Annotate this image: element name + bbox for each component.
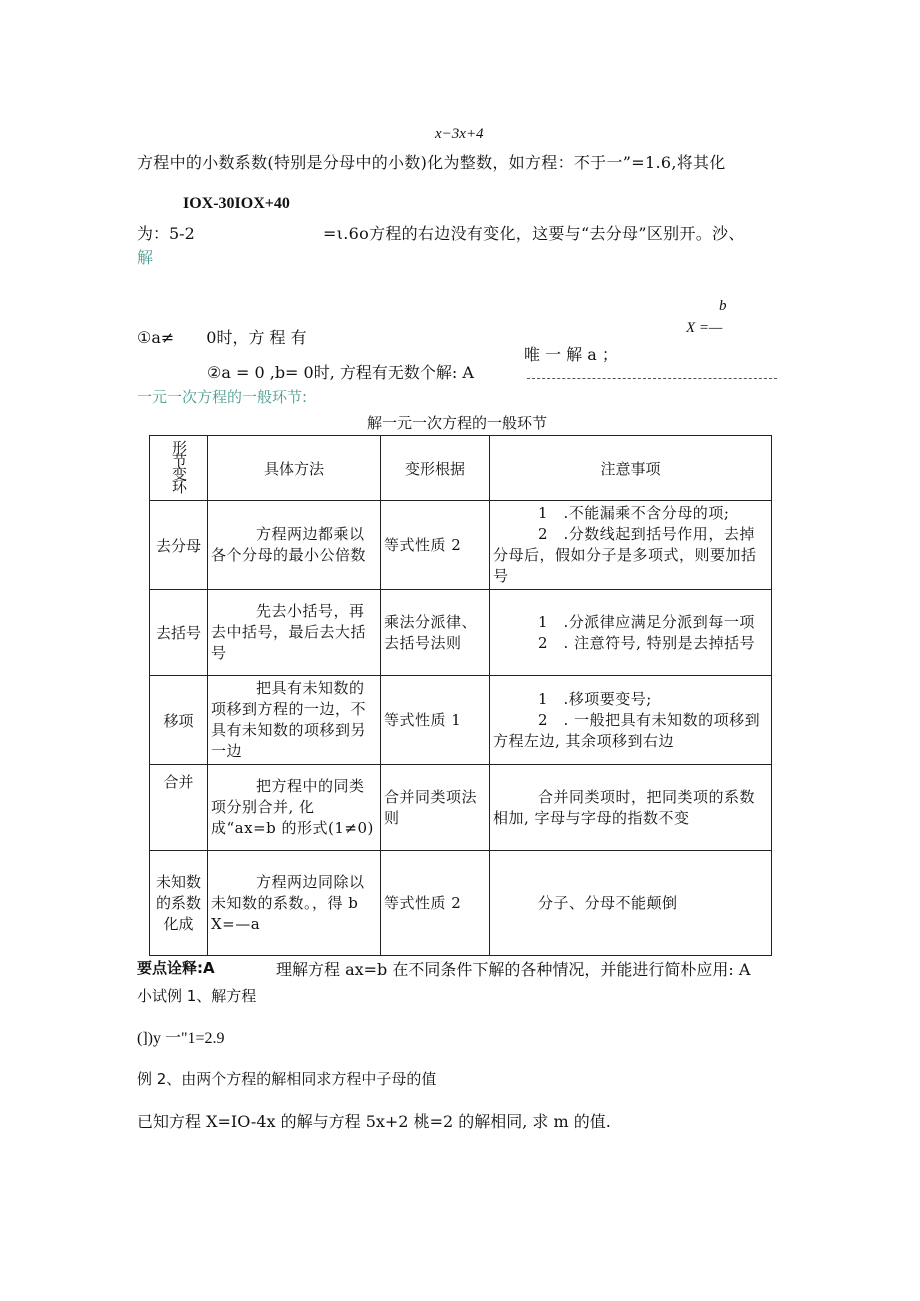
- case-1-text: ①a≠ 0时，方 程 有: [137, 328, 307, 347]
- step-notes: [490, 501, 772, 590]
- step-notes: [490, 676, 772, 765]
- header-notes: 注意事项: [490, 436, 772, 501]
- step-method: 把方程中的同类项分别合并, 化成“ax=b 的形式(1≠0): [208, 765, 381, 851]
- step-notes: [490, 851, 772, 956]
- key-point-text: 理解方程 ax=b 在不同条件下解的各种情况，并能进行简朴应用: A: [276, 960, 751, 979]
- note-line: 1 .不能漏乘不含分母的项;: [538, 504, 730, 522]
- corner-header: [150, 436, 208, 501]
- clipped-text-fragment: [527, 377, 777, 380]
- step-basis: 等式性质 2: [381, 851, 490, 956]
- note-line: 1 .移项要变号;: [538, 689, 652, 708]
- example-1-title: 小试例 1、解方程: [137, 987, 257, 1005]
- case-1-result: 唯 一 解 a ；: [524, 345, 618, 364]
- section-heading: 一元一次方程的一般环节:: [137, 388, 308, 406]
- step-name: 去括号: [150, 590, 208, 676]
- step-basis: 等式性质 2: [381, 501, 490, 590]
- step-method: 方程两边同除以未知数的系数。，得 b X=—a: [208, 851, 381, 956]
- header-method: 具体方法: [208, 436, 381, 501]
- corner-label: 形: [171, 439, 187, 457]
- step-basis: 合并同类项法则: [381, 765, 490, 851]
- table-row: [150, 676, 772, 765]
- intro-line-1: 方程中的小数系数(特别是分母中的小数)化为整数，如方程：不于一”=1.6,将其化: [137, 153, 726, 172]
- note-line: 分子、分母不能颠倒: [538, 893, 678, 912]
- step-name: 移项: [150, 676, 208, 765]
- table-row: [150, 851, 772, 956]
- step-method: 方程两边都乘以各个分母的最小公倍数: [208, 501, 381, 590]
- example-2-text: 已知方程 X=IO-4x 的解与方程 5x+2 桃=2 的解相同, 求 m 的值.: [137, 1112, 611, 1131]
- intro-line-2-prefix: 为：5-2: [137, 224, 195, 243]
- corner-label: 变: [171, 465, 187, 483]
- step-name: 合并: [150, 765, 208, 851]
- table-row: [150, 765, 772, 851]
- header-basis: 变形根据: [381, 436, 490, 501]
- table-row: [150, 501, 772, 590]
- note-line: 2 . 注意符号, 特别是去掉括号: [538, 633, 756, 652]
- note-line: 合并同类项时，把同类项的系数相加, 字母与字母的指数不变: [493, 787, 756, 827]
- note-line: 1 .分派律应满足分派到每一项: [538, 612, 755, 631]
- note-line: 2 .分数线起到括号作用，去掉分母后，假如分子是多项式，则要加括号: [493, 525, 757, 585]
- steps-table: [149, 435, 772, 956]
- corner-label: 节: [171, 452, 187, 470]
- step-method: 把具有未知数的项移到方程的一边，不具有未知数的项移到另一边: [208, 676, 381, 765]
- table-header-row: [150, 436, 772, 501]
- step-name: 去分母: [150, 501, 208, 590]
- step-method: 先去小括号，再去中括号，最后去大括号: [208, 590, 381, 676]
- intro-line-2-rest: =ι.6o方程的右边没有变化，这要与“去分母”区别开。沙、: [323, 224, 745, 243]
- step-name: 未知数的系数化成: [150, 851, 208, 956]
- x-equals-fraction: X =—: [686, 320, 723, 336]
- step-basis: 乘法分派律、去括号法则: [381, 590, 490, 676]
- step-notes: [490, 590, 772, 676]
- formula-top: x−3x+4: [435, 126, 484, 142]
- intro-line-2-tail: 解: [137, 248, 154, 267]
- table-row: [150, 590, 772, 676]
- step-basis: 等式性质 1: [381, 676, 490, 765]
- example-2-title: 例 2、由两个方程的解相同求方程中子母的值: [137, 1070, 437, 1088]
- case-2-text: ②a = 0 ,b= 0时, 方程有无数个解: A: [207, 363, 474, 382]
- formula-middle: IOX-30IOX+40: [183, 195, 290, 212]
- step-notes: [490, 765, 772, 851]
- table-title: 解一元一次方程的一般环节: [367, 414, 548, 432]
- example-1-equation: (])y 一"1=2.9: [137, 1030, 225, 1047]
- key-point-label: 要点诠释:A: [137, 959, 215, 977]
- fraction-numerator-b: b: [719, 298, 727, 314]
- corner-label: 环: [171, 478, 187, 496]
- note-line: 2 . 一般把具有未知数的项移到方程左边, 其余项移到右边: [493, 710, 761, 750]
